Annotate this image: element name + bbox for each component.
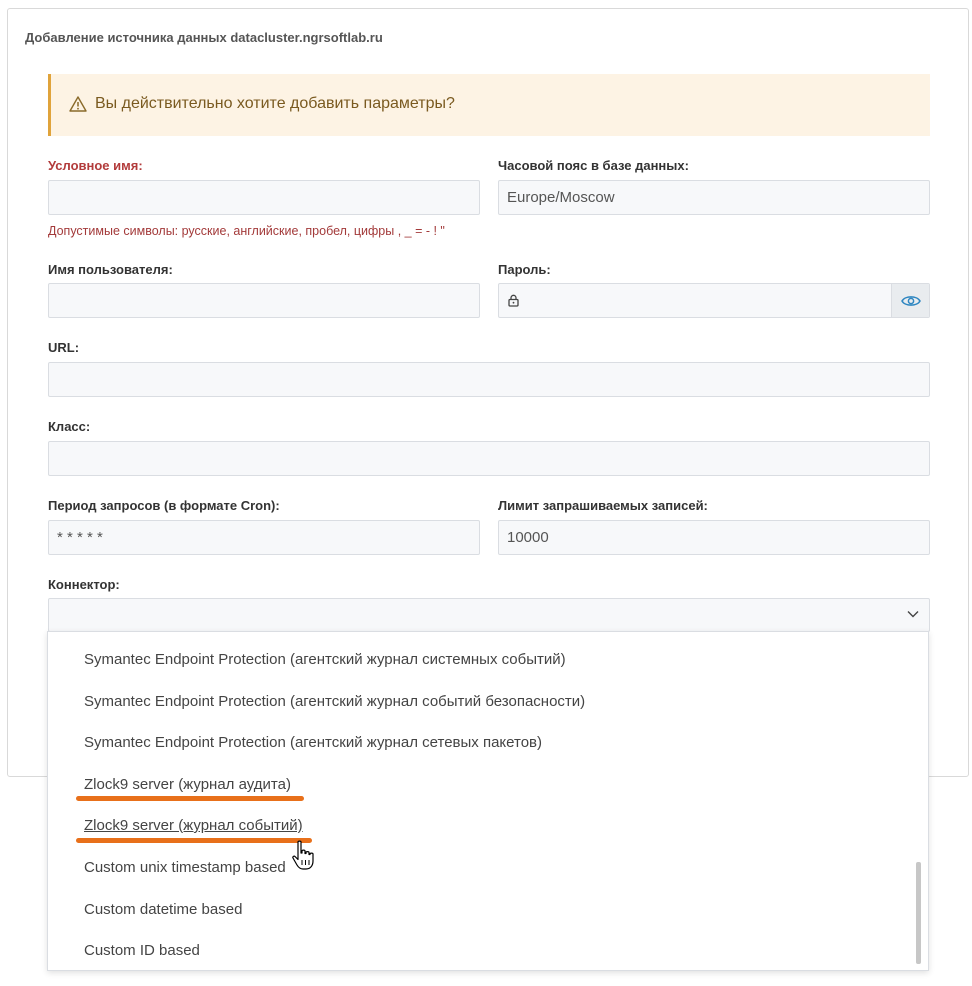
- name-hint: Допустимые символы: русские, английские, пробел, цифры , _ = - ! ": [48, 224, 445, 238]
- timezone-input[interactable]: Europe/Moscow: [498, 180, 930, 215]
- highlight-underline: [76, 796, 304, 801]
- warning-alert: [48, 74, 930, 136]
- name-label: Условное имя:: [48, 158, 143, 173]
- name-input[interactable]: [48, 180, 480, 215]
- alert-text: Вы действительно хотите добавить параметры?: [95, 95, 455, 112]
- class-label: Класс:: [48, 419, 91, 434]
- dropdown-option[interactable]: Custom unix timestamp based: [84, 859, 286, 876]
- lock-icon: [508, 294, 519, 307]
- dropdown-option[interactable]: Symantec Endpoint Protection (агентский журнал системных событий): [84, 651, 566, 668]
- password-input[interactable]: [498, 283, 930, 318]
- eye-icon: [901, 294, 921, 308]
- url-input[interactable]: [48, 362, 930, 397]
- connector-dropdown[interactable]: [47, 631, 929, 971]
- hand-cursor-icon: [290, 840, 316, 872]
- show-password-button[interactable]: [891, 284, 929, 317]
- cron-label: Период запросов (в формате Cron):: [48, 498, 280, 513]
- dropdown-option[interactable]: Custom datetime based: [84, 901, 243, 918]
- connector-select[interactable]: [48, 598, 930, 632]
- dropdown-scrollbar[interactable]: [916, 862, 921, 964]
- username-label: Имя пользователя:: [48, 262, 173, 277]
- url-label: URL:: [48, 340, 80, 355]
- username-input[interactable]: [48, 283, 480, 318]
- dropdown-option[interactable]: Symantec Endpoint Protection (агентский журнал сетевых пакетов): [84, 734, 543, 751]
- chevron-down-icon: [907, 610, 919, 618]
- cron-input[interactable]: * * * * *: [48, 520, 480, 555]
- warning-icon: [69, 95, 87, 113]
- dropdown-option-hovered[interactable]: Zlock9 server (журнал событий): [84, 817, 303, 834]
- dropdown-option[interactable]: Symantec Endpoint Protection (агентский журнал событий безопасности): [84, 693, 586, 710]
- class-input[interactable]: [48, 441, 930, 476]
- password-label: Пароль:: [498, 262, 551, 277]
- dialog-title: Добавление источника данных datacluster.ngrsoftlab.ru: [25, 30, 383, 45]
- timezone-label: Часовой пояс в базе данных:: [498, 158, 689, 173]
- dropdown-option[interactable]: Zlock9 server (журнал аудита): [84, 776, 291, 793]
- limit-input[interactable]: 10000: [498, 520, 930, 555]
- dropdown-option[interactable]: Custom ID based: [84, 942, 200, 959]
- highlight-underline: [76, 838, 312, 843]
- connector-label: Коннектор:: [48, 577, 120, 592]
- limit-label: Лимит запрашиваемых записей:: [498, 498, 708, 513]
